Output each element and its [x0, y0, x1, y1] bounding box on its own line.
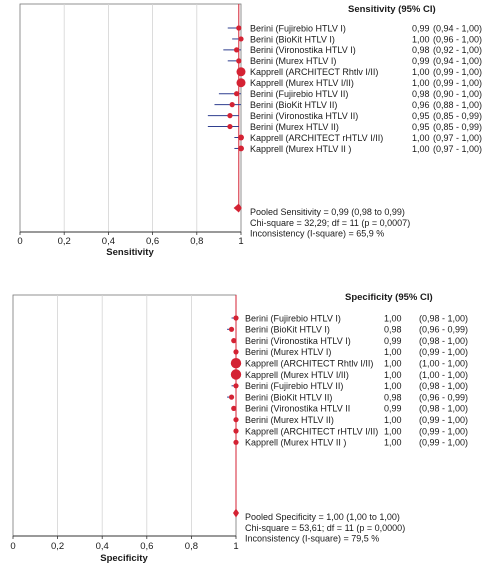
p1-tick-label: 0,2: [57, 236, 71, 247]
p1-point-estimate: [234, 47, 239, 52]
p1-study-ci: (0,97 - 1,00): [433, 132, 483, 143]
p1-x-axis-label: Sensitivity: [106, 247, 154, 258]
p1-study-label: Berini (Vironostika HTLV II): [250, 110, 359, 121]
p2-summary-line: Inconsistency (I-square) = 79,5 %: [245, 533, 380, 544]
p1-point-estimate: [236, 67, 245, 76]
p2-study-label: Berini (Murex HTLV II): [245, 415, 334, 425]
p2-point-estimate: [233, 349, 238, 354]
p1-study-estimate: 0,99: [412, 23, 430, 34]
p2-study-label: Kapprell (Murex HTLV II ): [245, 437, 347, 448]
p2-study-ci: (0,98 - 1,00): [419, 313, 469, 324]
p2-study-estimate: 0,99: [384, 335, 402, 346]
p1-study-ci: (0,97 - 1,00): [433, 143, 483, 154]
p1-point-estimate: [236, 78, 245, 87]
p2-study-label: Berini (Vironostika HTLV II: [245, 403, 351, 414]
p2-tick-label: 0,8: [184, 541, 199, 552]
p1-study-estimate: 0,95: [412, 110, 430, 121]
p2-point-estimate: [231, 358, 241, 368]
p2-study-estimate: 1,00: [384, 347, 402, 358]
p1-study-ci: (0,85 - 0,99): [433, 121, 483, 132]
p2-x-axis-label: Specificity: [100, 553, 148, 564]
p1-study-estimate: 1,00: [412, 132, 430, 143]
p2-summary-line: Pooled Specificity = 1,00 (1,00 to 1,00): [245, 512, 400, 522]
p2-study-estimate: 1,00: [384, 415, 402, 425]
p1-study-estimate: 0,96: [412, 99, 430, 110]
p1-study-ci: (0,99 - 1,00): [433, 67, 483, 78]
p2-tick-label: 1: [233, 541, 239, 552]
p2-point-estimate: [231, 406, 236, 411]
p1-tick-label: 1: [238, 236, 244, 247]
p2-tick-label: 0,2: [50, 541, 65, 552]
p2-tick-label: 0: [10, 541, 16, 552]
p2-study-ci: (0,96 - 0,99): [419, 392, 469, 403]
p2-point-estimate: [233, 428, 238, 433]
p2-study-estimate: 0,99: [384, 403, 402, 414]
p2-study-estimate: 0,98: [384, 392, 402, 403]
p2-study-ci: (1,00 - 1,00): [419, 358, 469, 369]
p2-point-estimate: [233, 417, 238, 422]
p2-chart-title: Specificity (95% CI): [345, 292, 433, 303]
p2-summary-line: Chi-square = 53,61; df = 11 (p = 0,0000): [245, 522, 406, 533]
p2-study-estimate: 1,00: [384, 369, 402, 380]
p1-point-estimate: [227, 124, 232, 129]
p2-point-estimate: [229, 395, 234, 400]
p1-study-estimate: 1,00: [412, 34, 430, 45]
p2-point-estimate: [233, 383, 238, 388]
p1-study-estimate: 0,98: [412, 89, 430, 99]
p1-summary-line: Inconsistency (I-square) = 65,9 %: [250, 228, 385, 239]
p2-point-estimate: [229, 327, 234, 332]
p1-point-estimate: [230, 102, 235, 107]
p1-tick-label: 0: [17, 236, 23, 247]
p1-study-label: Kapprell (Murex HTLV II ): [250, 143, 352, 154]
p2-study-label: Berini (BioKit HTLV II): [245, 392, 333, 403]
p1-summary-line: Pooled Sensitivity = 0,99 (0,98 to 0,99): [250, 207, 405, 217]
p2-study-ci: (0,99 - 1,00): [419, 347, 469, 358]
p1-point-estimate: [238, 36, 243, 41]
p2-study-label: Berini (Murex HTLV I): [245, 347, 332, 358]
p2-study-ci: (0,96 - 0,99): [419, 324, 469, 335]
p1-summary-line: Chi-square = 32,29; df = 11 (p = 0,0007): [250, 217, 411, 228]
p1-study-label: Kapprell (ARCHITECT Rhtlv I/II): [250, 67, 379, 78]
p1-study-estimate: 0,98: [412, 45, 430, 56]
p1-study-label: Berini (Fujirebio HTLV II): [250, 89, 349, 99]
p2-study-ci: (0,99 - 1,00): [419, 426, 469, 437]
p2-pooled-diamond: [233, 509, 239, 518]
p1-point-estimate: [227, 113, 232, 118]
p1-study-label: Berini (Murex HTLV I): [250, 56, 337, 67]
p2-study-label: Berini (Fujirebio HTLV I): [245, 313, 341, 324]
p2-study-estimate: 1,00: [384, 381, 402, 392]
p1-study-label: Kapprell (ARCHITECT rHTLV I/II): [250, 132, 384, 143]
p1-study-label: Berini (BioKit HTLV II): [250, 99, 338, 110]
p2-point-estimate: [233, 315, 238, 320]
p2-tick-label: 0,6: [140, 541, 154, 552]
p2-plot-frame: [13, 295, 236, 536]
p2-study-estimate: 1,00: [384, 437, 402, 448]
p1-point-estimate: [236, 25, 241, 30]
p2-study-label: Berini (Fujirebio HTLV II): [245, 381, 344, 392]
p1-study-ci: (0,96 - 1,00): [433, 34, 483, 45]
p1-study-label: Berini (BioKit HTLV I): [250, 34, 335, 45]
p2-study-label: Kapprell (Murex HTLV I/II): [245, 369, 349, 380]
p2-study-estimate: 0,98: [384, 324, 402, 335]
p1-point-estimate: [238, 145, 244, 151]
p2-study-ci: (0,99 - 1,00): [419, 437, 469, 448]
p2-point-estimate: [233, 440, 238, 445]
p1-study-ci: (0,92 - 1,00): [433, 45, 483, 56]
p1-study-label: Kapprell (Murex HTLV I/II): [250, 78, 354, 89]
p2-point-estimate: [231, 369, 241, 379]
p1-study-ci: (0,90 - 1,00): [433, 89, 483, 99]
p1-study-label: Berini (Murex HTLV II): [250, 121, 339, 132]
p2-study-ci: (0,98 - 1,00): [419, 335, 469, 346]
p1-chart-title: Sensitivity (95% CI): [348, 4, 436, 15]
p2-study-label: Berini (BioKit HTLV I): [245, 324, 330, 335]
p2-study-label: Berini (Vironostika HTLV I): [245, 335, 351, 346]
p2-study-estimate: 1,00: [384, 426, 402, 437]
p2-study-label: Kapprell (ARCHITECT Rhtlv I/II): [245, 358, 374, 369]
p2-point-estimate: [231, 338, 236, 343]
p2-tick-label: 0,4: [95, 541, 109, 552]
p1-tick-label: 0,4: [101, 236, 116, 247]
p1-study-estimate: 1,00: [412, 143, 430, 154]
p1-point-estimate: [236, 58, 241, 63]
p1-study-label: Berini (Vironostika HTLV I): [250, 45, 356, 56]
p1-study-estimate: 1,00: [412, 67, 430, 78]
p1-study-estimate: 0,95: [412, 121, 430, 132]
p1-point-estimate: [234, 91, 239, 96]
p1-tick-label: 0,6: [145, 236, 160, 247]
p1-pooled-diamond: [234, 204, 242, 213]
p1-study-estimate: 1,00: [412, 78, 430, 89]
p2-study-ci: (1,00 - 1,00): [419, 369, 469, 380]
p2-study-estimate: 1,00: [384, 313, 402, 324]
p1-study-ci: (0,99 - 1,00): [433, 78, 483, 89]
p1-plot-frame: [20, 4, 241, 232]
p2-study-ci: (0,99 - 1,00): [419, 415, 469, 425]
p1-study-estimate: 0,99: [412, 56, 430, 67]
p1-study-ci: (0,94 - 1,00): [433, 23, 483, 34]
p1-study-label: Berini (Fujirebio HTLV I): [250, 23, 346, 34]
p1-point-estimate: [238, 135, 244, 141]
p2-study-label: Kapprell (ARCHITECT rHTLV I/II): [245, 426, 379, 437]
p2-study-ci: (0,98 - 1,00): [419, 403, 469, 414]
p1-tick-label: 0,8: [190, 236, 204, 247]
p2-study-estimate: 1,00: [384, 358, 402, 369]
p1-study-ci: (0,94 - 1,00): [433, 56, 483, 67]
p1-study-ci: (0,85 - 0,99): [433, 110, 483, 121]
p2-study-ci: (0,98 - 1,00): [419, 381, 469, 392]
p1-study-ci: (0,88 - 1,00): [433, 99, 483, 110]
